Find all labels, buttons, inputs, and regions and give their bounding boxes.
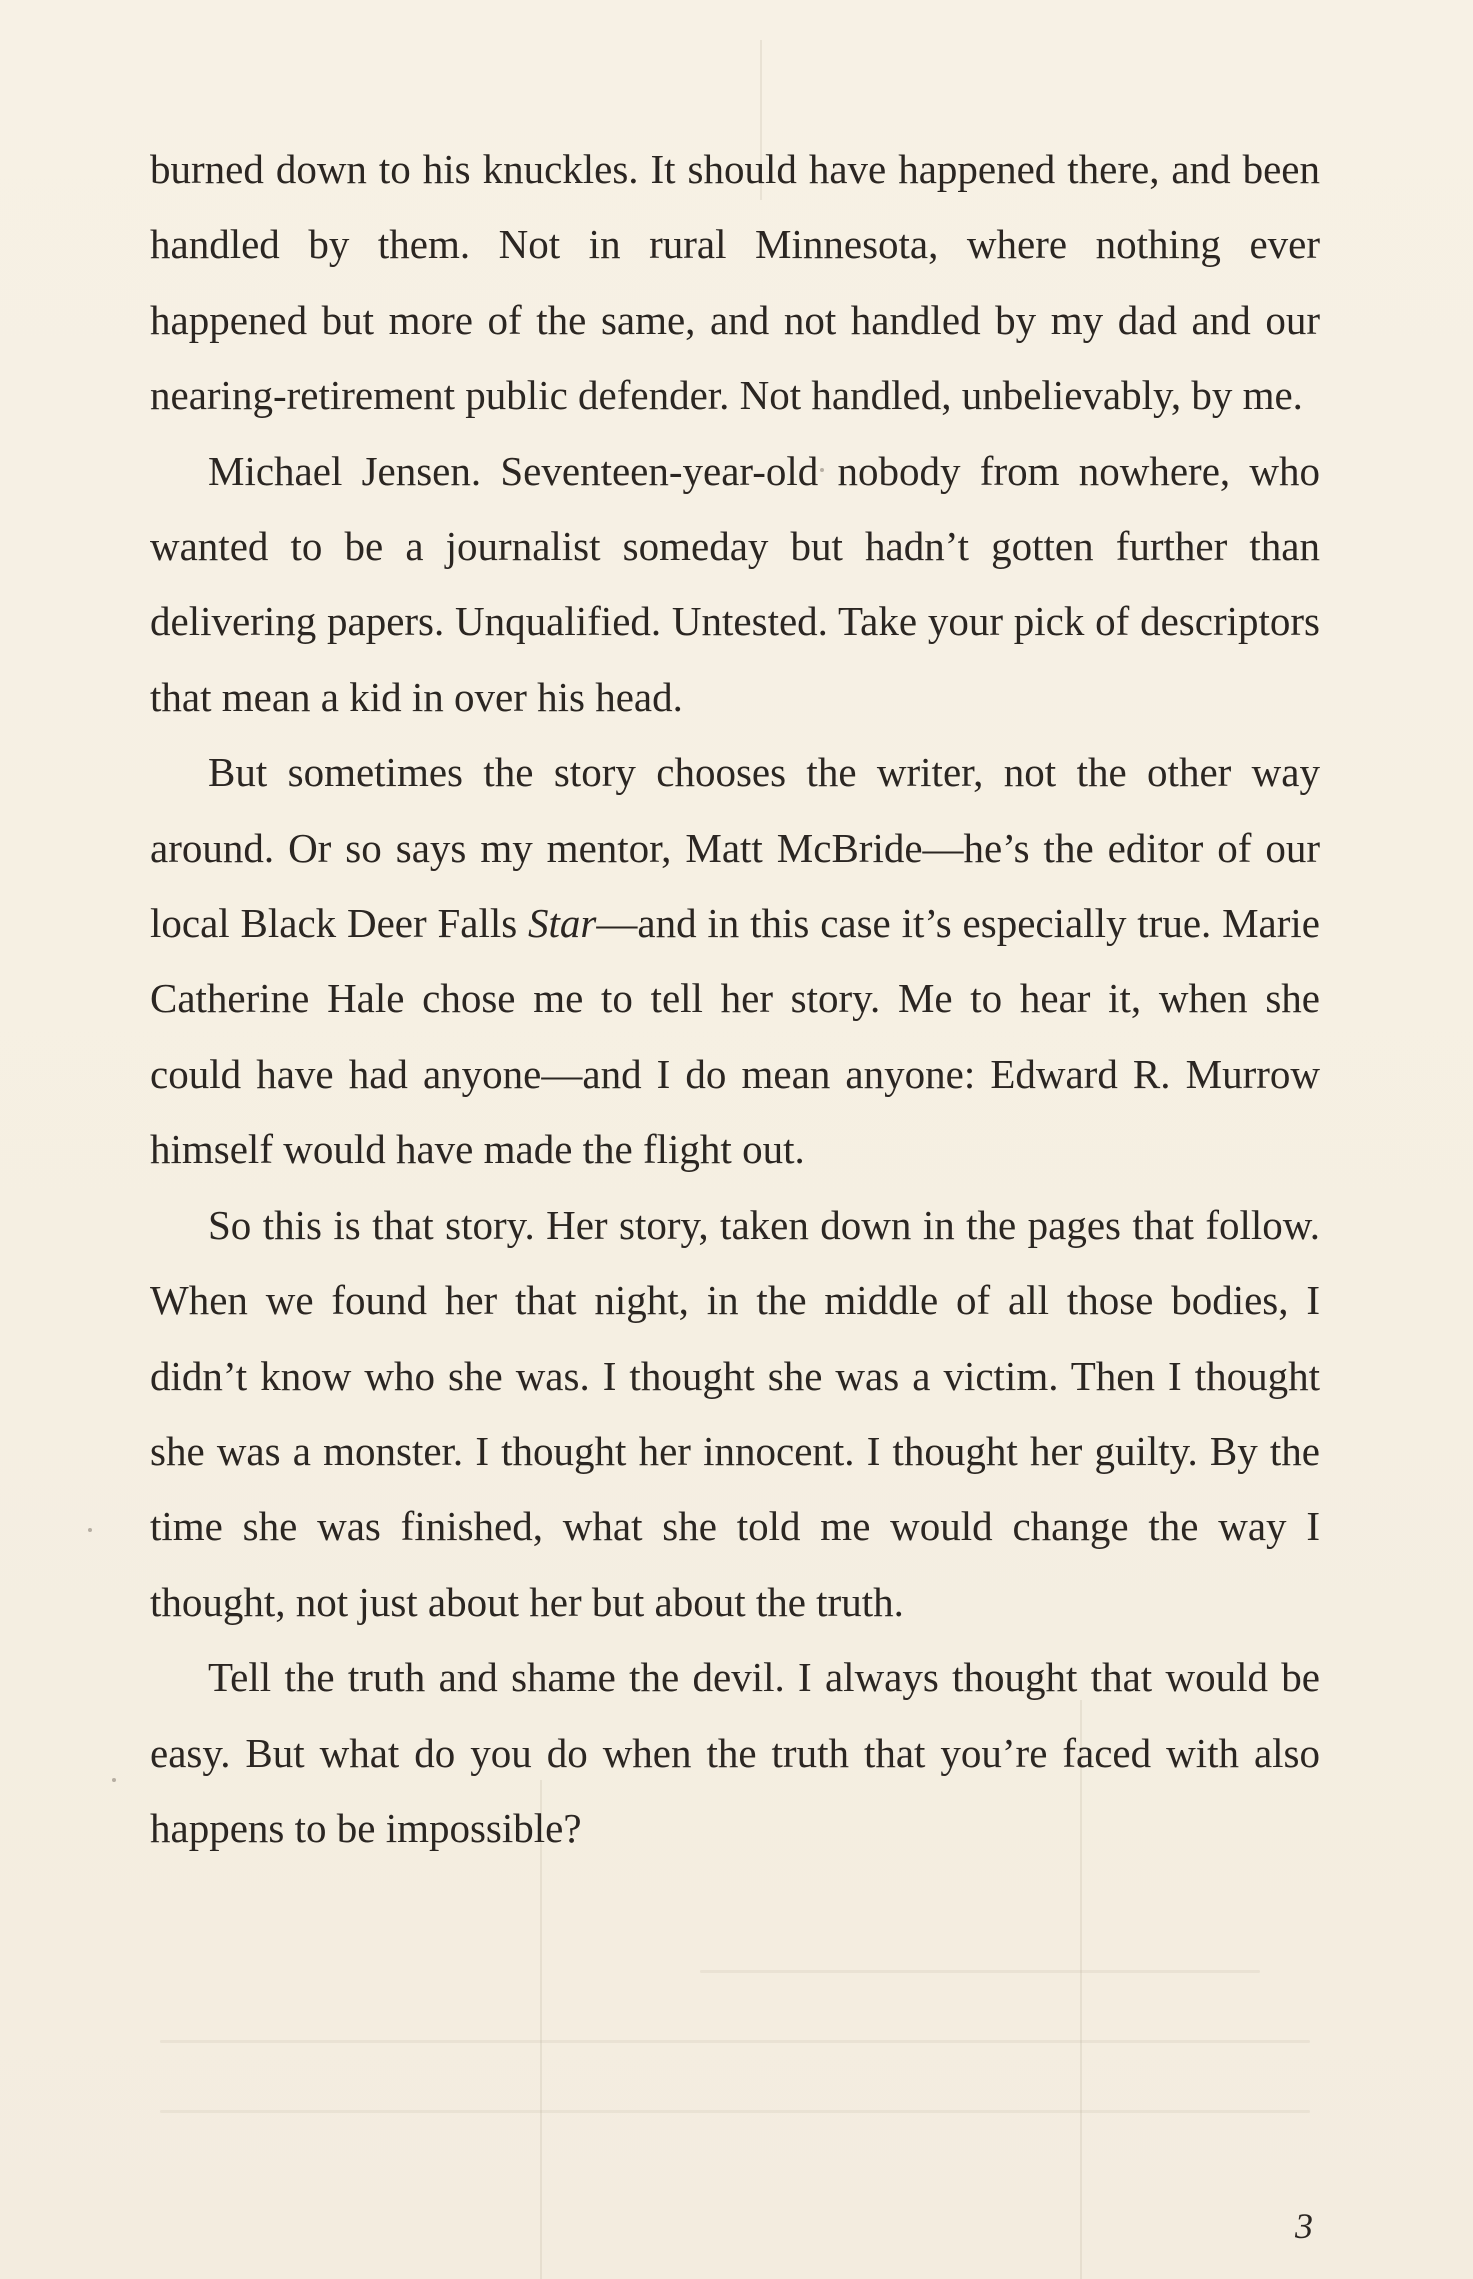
paragraph-5-text: Tell the truth and shame the devil. I always thought that would be easy. But what do you do when the truth that you’re faced with also happens to be impossible? [150,1654,1320,1851]
paragraph-3-text-a: But sometimes the story chooses the writer, not the other way around. Or so says my mentor, Matt McBride—he’s the editor of our local Black Deer Falls [150,749,1320,947]
paragraph-3-text-b: —and in this case it’s especially true. Marie Catherine Hale chose me to tell her story. Me to hear it, when she could have had anyone—and I do mean anyone: Edward R. Murrow himself would have made the flight out. [150,900,1320,1173]
paragraph-1-text: burned down to his knuckles. It should have happened there, and been handled by them. Not in rural Minnesota, where nothing ever happened but more of the same, and not handled by my dad and our nearing-retirement public defender. Not handled, unbelievably, by me. [150,146,1320,419]
newspaper-name-italic: Star [528,900,597,947]
show-through-line [160,2110,1310,2113]
paragraph-4 [150,1188,1320,1640]
paragraph-2 [150,434,1320,736]
show-through-line [160,2040,1310,2043]
paragraph-3 [150,735,1320,1187]
body-text [150,132,1320,1866]
paragraph-2-text: Michael Jensen. Seventeen-year-old nobody from nowhere, who wanted to be a journalist someday but hadn’t gotten further than delivering papers. Unqualified. Untested. Take your pick of descriptors that mean a kid in over his head. [150,447,1320,720]
speck [112,1778,116,1782]
paragraph-4-text: So this is that story. Her story, taken down in the pages that follow. When we found her that night, in the middle of all those bodies, I didn’t know who she was. I thought she was a victim. Then I thought she was a monster. I thought her innocent. I thought her guilty. By the time she was finished, what she told me would change the way I thought, not just about her but about the truth. [150,1201,1320,1625]
show-through-line [700,1970,1260,1973]
speck [88,1528,92,1532]
page-number: 3 [1295,2206,1313,2246]
paragraph-1 [150,132,1320,434]
paragraph-5 [150,1640,1320,1866]
